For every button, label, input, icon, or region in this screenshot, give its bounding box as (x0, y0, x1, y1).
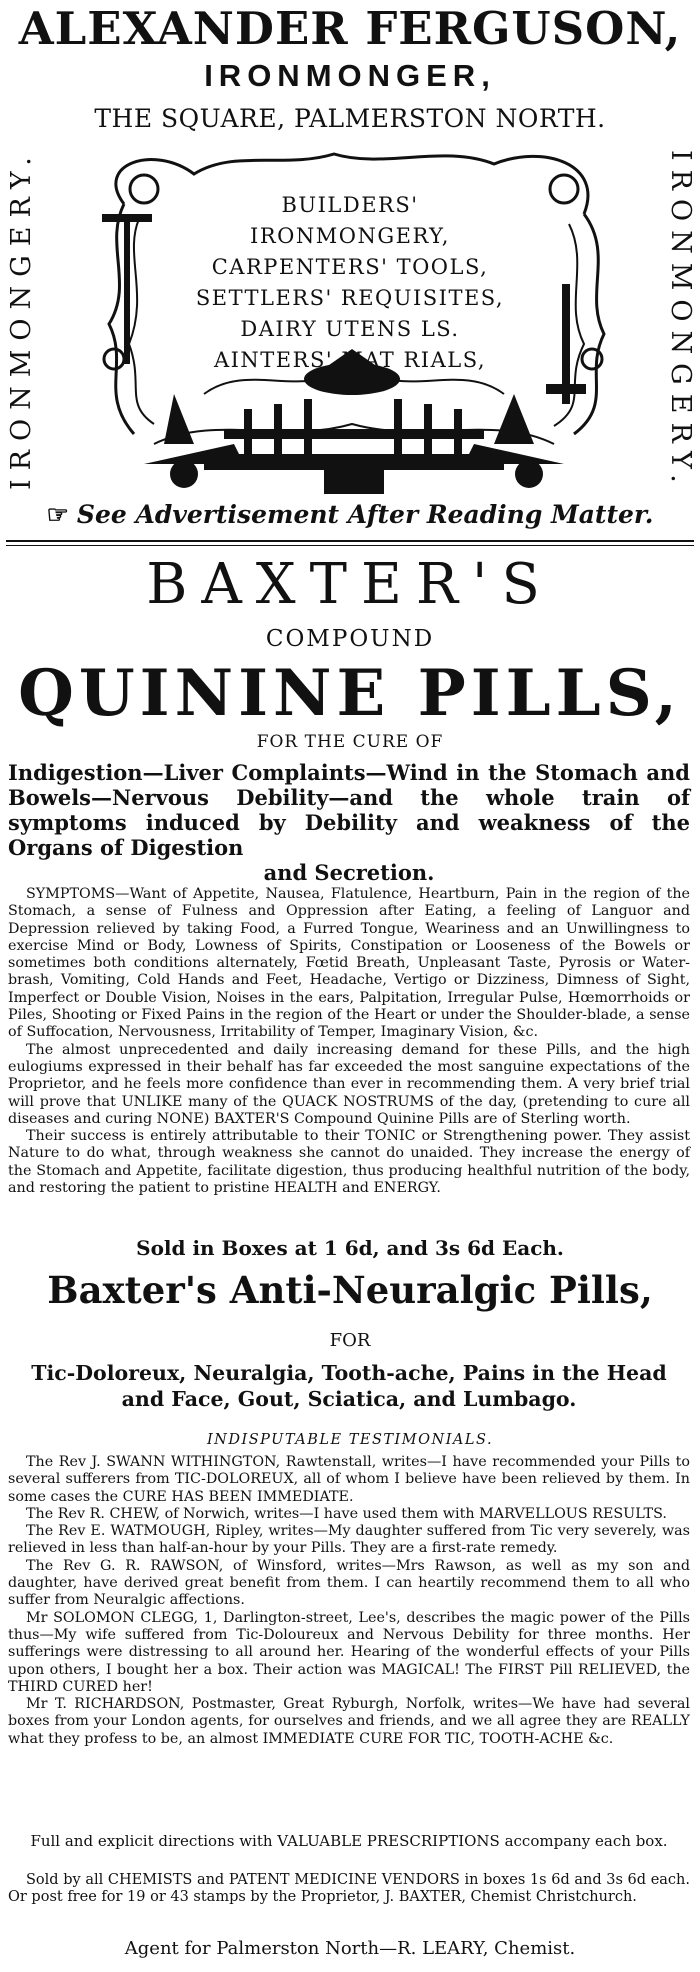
demand-paragraph: The almost unprecedented and daily increasing demand for these Pills, and the high eulogiums expressed in their behalf has far exceeded the most sanguine expectations of the Proprietor, and he feels more confidence than ever in recommending them. A very brief trial will prove that UNLIKE many of the QUACK NOSTRUMS of the day, (pretending to cure all diseases and curing NONE) BAXTER'S Compound Quinine Pills are of Sterling worth. (8, 1041, 690, 1127)
agent-line: Agent for Palmerston North—R. LEARY, Chemist. (124, 1938, 576, 1959)
ailments-text: Indigestion—Liver Complaints—Wind in the Stomach and Bowels—Nervous Debility—and the whole train of symptoms induced by Debility and weakness of the Organs of Digestion (8, 760, 690, 860)
testimonial: The Rev E. WATMOUGH, Ripley, writes—My daughter suffered from Tic very severely, was relieved in less than half-an-hour by your Pills. They are a first-rate remedy. (8, 1523, 690, 1557)
quinine-pills-heading: QUININE PILLS, (18, 656, 682, 731)
directions-note: Full and explicit directions with VALUABLE PRESCRIPTIONS accompany each box. (30, 1832, 668, 1850)
compound-label: COMPOUND (265, 626, 435, 652)
see-advertisement-line (0, 500, 700, 529)
stock-item: AINTERS' MAT RIALS, (213, 348, 487, 372)
ferguson-trade: IRONMONGER, (204, 58, 496, 93)
baxters-title: BAXTER'S (146, 552, 554, 617)
pointing-hand-icon: ☞ (46, 500, 69, 529)
testimonial: The Rev G. R. RAWSON, of Winsford, writes—Mrs Rawson, as well as my son and daughter, have derived great benefit from them. I can heartily recommend them to all who suffer from Neuralgic affections. (8, 1557, 690, 1609)
quinine-price: Sold in Boxes at 1 6d, and 3s 6d Each. (136, 1236, 564, 1260)
testimonial: Mr SOLOMON CLEGG, 1, Darlington-street, Lee's, describes the magic power of the Pills thus—My wife suffered from Tic-Doloureux and Nervous Debility for three months. Her sufferings were distressing to all around her. Hearing of the wonderful effects of your Pills upon others, I bought her a box. Their action was MAGICAL! The FIRST Pill RELIEVED, the THIRD CURED her! (8, 1609, 690, 1695)
anti-neuralgic-heading: Baxter's Anti-Neuralgic Pills, (47, 1268, 653, 1312)
stock-list (180, 190, 520, 376)
stock-item: SETTLERS' REQUISITES, (195, 286, 505, 310)
side-label-right: IRONMONGERY. (665, 150, 696, 492)
ailments-text-end: and Secretion. (263, 860, 435, 885)
conditions-list: Tic-Doloreux, Neuralgia, Tooth-ache, Pains in the Head and Face, Gout, Sciatica, and Lumbago. (31, 1361, 667, 1411)
for-the-cure-of: FOR THE CURE OF (256, 732, 444, 752)
see-advertisement-text: See Advertisement After Reading Matter. (76, 500, 654, 529)
quinine-body (8, 886, 690, 1197)
ferguson-name: ALEXANDER FERGUSON, (18, 2, 682, 55)
testimonial: The Rev J. SWANN WITHINGTON, Rawtenstall, writes—I have recommended your Pills to several sufferers from TIC-DOLOREUX, all of whom I believe have been relieved by them. In some cases the CURE HAS BEEN IMMEDIATE. (8, 1454, 690, 1505)
side-label-left: IRONMONGERY. (6, 148, 37, 490)
stock-item: CARPENTERS' TOOLS, (211, 255, 489, 279)
section-divider (6, 540, 694, 542)
testimonials (8, 1454, 690, 1748)
success-paragraph: Their success is entirely attributable to their TONIC or Strengthening power. They assist Nature to do what, through weakness she cannot do unaided. They increase the energy of the Stomach and Appetite, facilitate digestion, thus producing healthful nutrition of the body, and restoring the patient to pristine HEALTH and ENERGY. (8, 1128, 690, 1197)
stock-item: DAIRY UTENS LS. (240, 317, 460, 341)
section-divider-thin (6, 545, 694, 546)
ferguson-address: THE SQUARE, PALMERSTON NORTH. (94, 104, 606, 133)
testimonial: The Rev R. CHEW, of Norwich, writes—I have used them with MARVELLOUS RESULTS. (26, 1505, 667, 1522)
for-label: FOR (329, 1330, 371, 1351)
ailments-lead (8, 760, 690, 885)
sold-by-text: Sold by all CHEMISTS and PATENT MEDICINE VENDORS in boxes 1s 6d and 3s 6d each. Or post free for 19 or 43 stamps by the Proprietor, J. BAXTER, Chemist Christchurch. (8, 1872, 690, 1905)
symptoms-paragraph: SYMPTOMS—Want of Appetite, Nausea, Flatulence, Heartburn, Pain in the region of the Stomach, a sense of Fulness and Oppression after Eating, a feeling of Languor and Depression relieved by taking Food, a Furred Tongue, Weariness and an Unwillingness to exercise Mind or Body, Lowness of Spirits, Constipation or Looseness of the Bowels or sometimes both conditions alternately, Fœtid Breath, Unpleasant Taste, Pyrosis or Water-brash, Vomiting, Cold Hands and Feet, Headache, Vertigo or Dizziness, Dimness of Sight, Imperfect or Double Vision, Noises in the ears, Palpitation, Irregular Pulse, Hœmorrhoids or Piles, Shooting or Fixed Pains in the region of the Heart or under the Shoulder-blade, a sense of Suffocation, Nervousness, Irritability of Temper, Imaginary Vision, &c. (8, 886, 690, 1041)
stock-item: BUILDERS' IRONMONGERY, (250, 193, 450, 248)
vendors-paragraph (8, 1872, 690, 1906)
testimonial: Mr T. RICHARDSON, Postmaster, Great Ryburgh, Norfolk, writes—We have had several boxes from your London agents, for ourselves and friends, and we all agree they are REALLY what they profess to be, an almost IMMEDIATE CURE FOR TIC, TOOTH-ACHE &c. (8, 1696, 690, 1747)
testimonials-heading: INDISPUTABLE TESTIMONIALS. (206, 1432, 494, 1448)
